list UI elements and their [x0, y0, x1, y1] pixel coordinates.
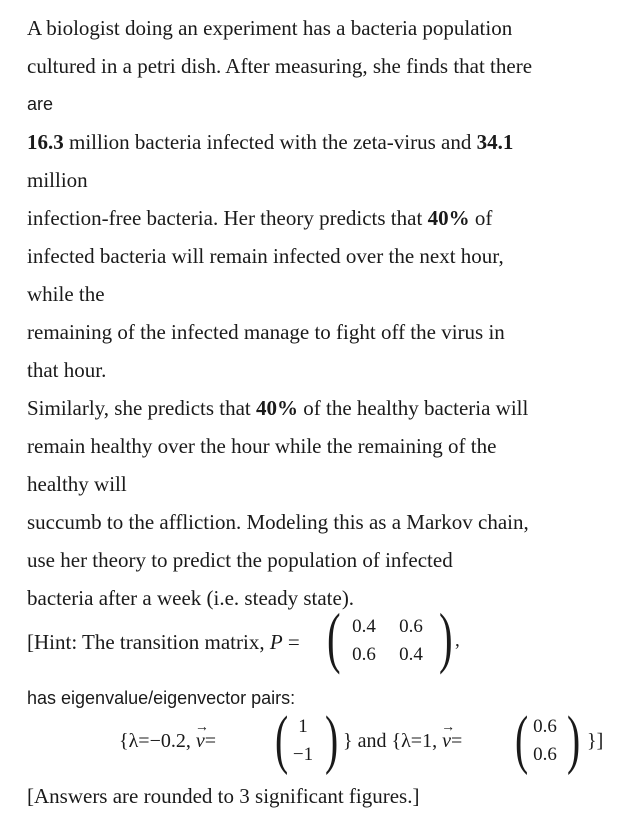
eigenvalue-1: {λ=−0.2, — [119, 730, 196, 752]
text-fragment: of the healthy bacteria will — [298, 396, 529, 420]
arrow-icon: → — [194, 720, 209, 735]
text-line: infected bacteria will remain infected over the next hour, — [27, 244, 504, 268]
left-paren: ( — [327, 599, 341, 675]
text-fragment: million bacteria infected with the zeta-virus and — [63, 130, 477, 154]
vector1-top: 1 — [298, 716, 308, 737]
arrow-icon: → — [441, 720, 456, 735]
equals-sign: = — [282, 630, 300, 654]
text-line: bacteria after a week (i.e. steady state). — [27, 586, 355, 610]
pair1-open: {λ=−0.2, → v= — [119, 720, 217, 752]
vector-symbol: → v — [441, 720, 456, 752]
hint-line — [27, 628, 300, 656]
text-line — [27, 128, 513, 156]
right-paren: ) — [325, 703, 339, 776]
text-line: that hour. — [27, 358, 107, 382]
vector1-bottom: −1 — [292, 744, 314, 765]
transition-matrix — [327, 599, 460, 675]
text-line: has eigenvalue/eigenvector pairs: — [27, 688, 296, 708]
text-line: healthy will — [27, 472, 127, 496]
matrix-cell: 0.6 — [352, 644, 376, 665]
text-fragment: of — [469, 206, 493, 230]
matrix-symbol: P — [269, 630, 283, 654]
hint-text: [Hint: The transition matrix, — [27, 630, 270, 654]
left-paren: ( — [515, 703, 529, 776]
text-line: are — [27, 94, 54, 114]
matrix-cell: 0.6 — [399, 616, 423, 637]
text-line: million — [27, 168, 88, 192]
matrix-cell: 0.4 — [352, 616, 376, 637]
vector-symbol: → v — [194, 720, 209, 752]
text-line: remaining of the infected manage to fight off the virus in — [27, 320, 505, 344]
text-line — [27, 204, 492, 232]
healthy-retention-rate: 40% — [256, 396, 299, 420]
vector2-top: 0.6 — [533, 716, 557, 737]
right-paren: ) — [439, 599, 453, 675]
text-fragment: Similarly, she predicts that — [27, 396, 257, 420]
left-paren: ( — [275, 703, 289, 776]
answer-note: [Answers are rounded to 3 significant figures.] — [27, 784, 420, 808]
pair2-close: }] — [587, 730, 604, 752]
text-line: remain healthy over the hour while the remaining of the — [27, 434, 497, 458]
text-line: use her theory to predict the population of infected — [27, 548, 453, 572]
text-line: while the — [27, 282, 105, 306]
comma: , — [455, 630, 460, 651]
text-line: A biologist doing an experiment has a bacteria population — [27, 16, 513, 40]
text-line: cultured in a petri dish. After measuring, she finds that there — [27, 54, 533, 78]
eigenvalue-2: {λ=1, — [391, 730, 443, 752]
vector2-bottom: 0.6 — [533, 744, 557, 765]
text-line — [27, 394, 528, 422]
eigen-pairs — [119, 703, 619, 776]
matrix-cell: 0.4 — [399, 644, 423, 665]
infected-count: 16.3 — [27, 130, 64, 154]
infected-retention-rate: 40% — [427, 206, 470, 230]
text-line: succumb to the affliction. Modeling this as a Markov chain, — [27, 510, 529, 534]
healthy-count: 34.1 — [476, 130, 514, 154]
pair-joiner: } and {λ=1, → v= — [343, 720, 463, 752]
right-paren: ) — [567, 703, 581, 776]
text-fragment: infection-free bacteria. Her theory predicts that — [27, 206, 428, 230]
